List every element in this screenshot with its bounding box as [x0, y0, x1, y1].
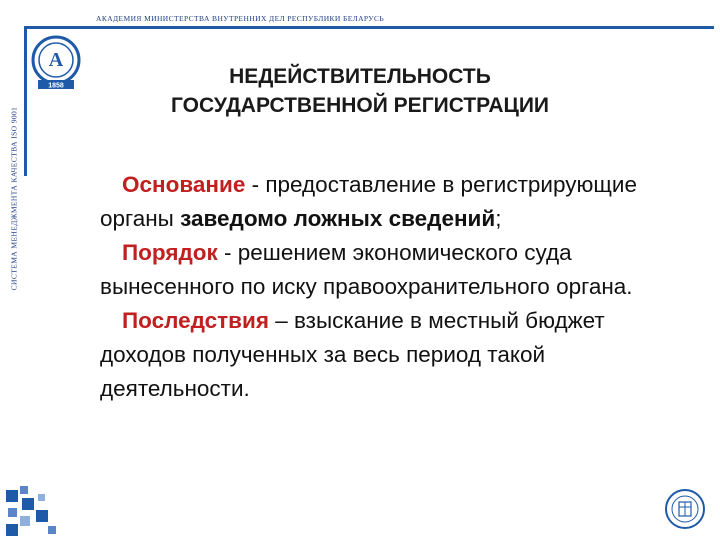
term-consequences: Последствия — [122, 308, 269, 333]
term-procedure: Порядок — [122, 240, 218, 265]
basis-emphasis: заведомо ложных сведений — [180, 206, 496, 231]
slide-body — [100, 168, 660, 406]
slide-title — [80, 62, 640, 120]
academy-header-text: АКАДЕМИЯ МИНИСТЕРСТВА ВНУТРЕННИХ ДЕЛ РЕСПУБЛИКИ БЕЛАРУСЬ — [96, 14, 385, 23]
title-line-2: ГОСУДАРСТВЕННОЙ РЕГИСТРАЦИИ — [170, 94, 550, 117]
logo-letter: А — [48, 49, 64, 71]
header-rule — [24, 26, 714, 29]
procedure-text: - решением экономического суда вынесенного по иску правоохранительного органа. — [100, 240, 633, 299]
quality-system-text: СИСТЕМА МЕНЕДЖМЕНТА КАЧЕСТВА ISO 9001 — [9, 106, 19, 291]
title-line-1: НЕДЕЙСТВИТЕЛЬНОСТЬ — [229, 65, 491, 88]
term-basis: Основание — [122, 172, 246, 197]
academy-logo — [30, 34, 82, 90]
quality-seal-icon — [664, 488, 706, 530]
logo-year: 1858 — [48, 82, 64, 90]
paragraph-basis — [100, 168, 660, 236]
basis-text: - предоставление в регистрирующие органы — [100, 172, 637, 231]
decorative-squares — [2, 484, 58, 540]
paragraph-consequences — [100, 304, 660, 406]
consequences-text: – взыскание в местный бюджет доходов полученных за весь период такой деятельности. — [100, 308, 605, 401]
side-rule — [24, 26, 27, 176]
basis-end: ; — [495, 206, 502, 231]
paragraph-procedure — [100, 236, 660, 304]
